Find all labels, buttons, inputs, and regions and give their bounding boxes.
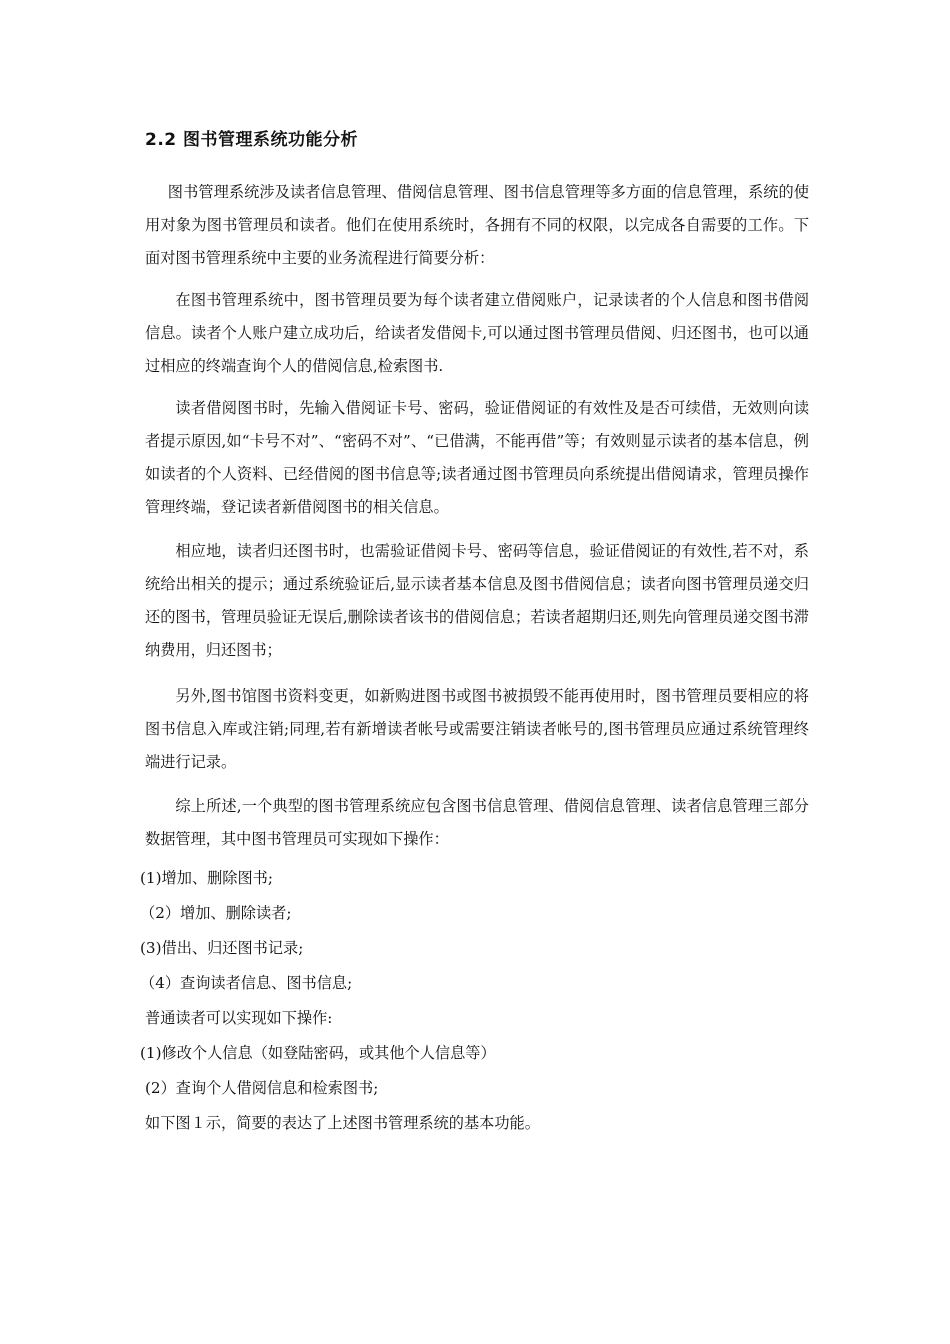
paragraph-returning: 相应地，读者归还图书时，也需验证借阅卡号、密码等信息，验证借阅证的有效性,若不对，系统给出相关的提示；通过系统验证后,显示读者基本信息及图书借阅信息；读者向图书管理员递交归还的图书，管理员验证无误后,删除读者该书的借阅信息；若读者超期归还,则先向管理员递交图书滞纳费用，归还图书； xyxy=(145,542,809,659)
reader-ops-intro: 普通读者可以实现如下操作: xyxy=(145,1009,333,1027)
paragraph-borrowing: 读者借阅图书时，先输入借阅证卡号、密码，验证借阅证的有效性及是否可续借，无效则向读者提示原因,如“卡号不对”、“密码不对”、“已借满，不能再借”等；有效则显示读者的基本信息，例如读者的个人资料、已经借阅的图书信息等;读者通过图书管理员向系统提出借阅请求，管理员操作管理终端，登记读者新借阅图书的相关信息。 xyxy=(145,399,809,516)
section-heading: 2.2 图书管理系统功能分析 xyxy=(145,130,359,150)
paragraph-summary: 综上所述,一个典型的图书管理系统应包含图书信息管理、借阅信息管理、读者信息管理三部分数据管理，其中图书管理员可实现如下操作： xyxy=(145,797,809,848)
reader-op-item: (1)修改个人信息（如登陆密码，或其他个人信息等） xyxy=(140,1044,496,1062)
paragraph-accounts: 在图书管理系统中，图书管理员要为每个读者建立借阅账户，记录读者的个人信息和图书借阅信息。读者个人账户建立成功后，给读者发借阅卡,可以通过图书管理员借阅、归还图书，也可以通过相应的终端查询个人的借阅信息,检索图书. xyxy=(145,291,809,375)
reader-op-item: (2）查询个人借阅信息和检索图书; xyxy=(145,1079,379,1097)
admin-op-item: (1)增加、删除图书; xyxy=(140,869,273,887)
paragraph-changes: 另外,图书馆图书资料变更，如新购进图书或图书被损毁不能再使用时，图书管理员要相应的将图书信息入库或注销;同理,若有新增读者帐号或需要注销读者帐号的,图书管理员应通过系统管理终端进行记录。 xyxy=(145,687,809,771)
closing-sentence: 如下图１示，简要的表达了上述图书管理系统的基本功能。 xyxy=(145,1114,540,1132)
admin-op-item: （4）查询读者信息、图书信息; xyxy=(140,974,353,992)
paragraph-intro: 图书管理系统涉及读者信息管理、借阅信息管理、图书信息管理等多方面的信息管理，系统的使用对象为图书管理员和读者。他们在使用系统时，各拥有不同的权限，以完成各自需要的工作。下面对图书管理系统中主要的业务流程进行简要分析： xyxy=(145,183,809,267)
admin-op-item: (3)借出、归还图书记录; xyxy=(140,939,304,957)
admin-op-item: （2）增加、删除读者; xyxy=(140,904,292,922)
